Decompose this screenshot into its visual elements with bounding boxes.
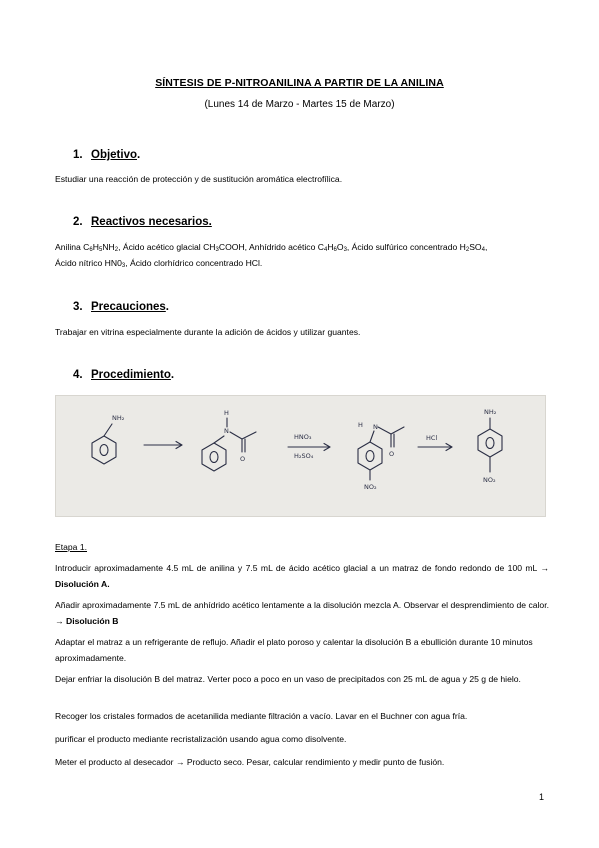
arrow-3 bbox=[418, 444, 452, 451]
document-title: SÍNTESIS DE P-NITROANILINA A PARTIR DE LA ANILINA bbox=[155, 77, 444, 89]
label-no2: NO₂ bbox=[483, 476, 496, 484]
label-h: H bbox=[224, 409, 229, 417]
step-3: Adaptar el matraz a un refrigerante de reflujo. Añadir el plato poroso y calentar la disolución B a ebullición durante 10 minutos aproximadamente. bbox=[55, 637, 533, 663]
label-hcl: HCl bbox=[426, 434, 438, 442]
label-no2: NO₂ bbox=[364, 483, 377, 491]
section-title: Reactivos necesarios. bbox=[91, 216, 212, 228]
label-o: O bbox=[240, 455, 246, 463]
label-o: O bbox=[389, 450, 395, 458]
reaction-scheme-image bbox=[55, 395, 546, 517]
page-number: 1 bbox=[538, 792, 544, 802]
label-nh2: NH₂ bbox=[484, 408, 497, 416]
document-subtitle: (Lunes 14 de Marzo - Martes 15 de Marzo) bbox=[204, 99, 395, 110]
step-1: Introducir aproximadamente 4.5 mL de anilina y 7.5 mL de ácido acético glacial a un matraz de fondo redondo de 100 mL → Disolución A. bbox=[55, 563, 549, 589]
label-n: N bbox=[373, 423, 378, 431]
section-number: 2. bbox=[73, 216, 83, 228]
reaction-scheme-drawing bbox=[56, 396, 545, 516]
arrow-1 bbox=[144, 442, 182, 449]
section-title-suffix: . bbox=[165, 301, 169, 313]
section-title: Objetivo bbox=[91, 149, 138, 161]
section-title: Procedimiento bbox=[91, 369, 171, 381]
section-title: Precauciones bbox=[91, 301, 166, 313]
step-7: Meter el producto al desecador → Producto seco. Pesar, calcular rendimiento y medir punto de fusión. bbox=[55, 757, 445, 767]
acetanilide-molecule bbox=[202, 418, 256, 471]
p-nitroaniline-molecule bbox=[478, 418, 502, 472]
section-number: 3. bbox=[73, 301, 83, 313]
label-h2so4: H₂SO₄ bbox=[294, 452, 314, 460]
section-heading-precauciones bbox=[73, 301, 169, 313]
label-h: H bbox=[358, 421, 363, 429]
step-4: Dejar enfriar la disolución B del matraz. Verter poco a poco en un vaso de precipitados con 25 mL de agua y 25 g de hielo. bbox=[55, 674, 521, 684]
section-number: 4. bbox=[73, 369, 83, 381]
section-title-suffix: . bbox=[137, 149, 141, 161]
step-5: Recoger los cristales formados de acetanilida mediante filtración a vacío. Lavar en el Buchner con agua fría. bbox=[55, 711, 468, 721]
section-heading-objetivo bbox=[73, 149, 140, 161]
section-heading-procedimiento bbox=[73, 369, 174, 381]
section-heading-reactivos bbox=[73, 216, 212, 228]
p-nitroacetanilide-molecule bbox=[358, 427, 404, 480]
etapa-heading: Etapa 1. bbox=[55, 542, 88, 552]
label-hno3: HNO₃ bbox=[294, 433, 312, 441]
label-nh2: NH₂ bbox=[112, 414, 125, 422]
objetivo-text: Estudiar una reacción de protección y de sustitución aromática electrofílica. bbox=[55, 174, 343, 184]
aniline-molecule bbox=[92, 424, 116, 464]
label-n: N bbox=[224, 427, 229, 435]
precauciones-text: Trabajar en vitrina especialmente durante la adición de ácidos y utilizar guantes. bbox=[55, 327, 361, 337]
section-number: 1. bbox=[73, 149, 83, 161]
step-6: purificar el producto mediante recristalización usando agua como disolvente. bbox=[55, 734, 347, 744]
arrow-2 bbox=[288, 444, 330, 451]
step-2: Añadir aproximadamente 7.5 mL de anhídrido acético lentamente a la disolución mezcla A. Observar el desprendimiento de calor. → Disolución B bbox=[55, 600, 549, 626]
reactivos-text: Anilina $C_6H_5NH_2$, Ácido acético glacial $CH_3COOH$, Anhídrido acético $C_4H_6O_3$, Ácido sulfúrico concentrado $H_2SO_4$, Ácido nítrico $HN0_3$, Ácido clorhídrico concentrado HCl. bbox=[55, 242, 488, 269]
section-title-suffix: . bbox=[170, 369, 175, 381]
